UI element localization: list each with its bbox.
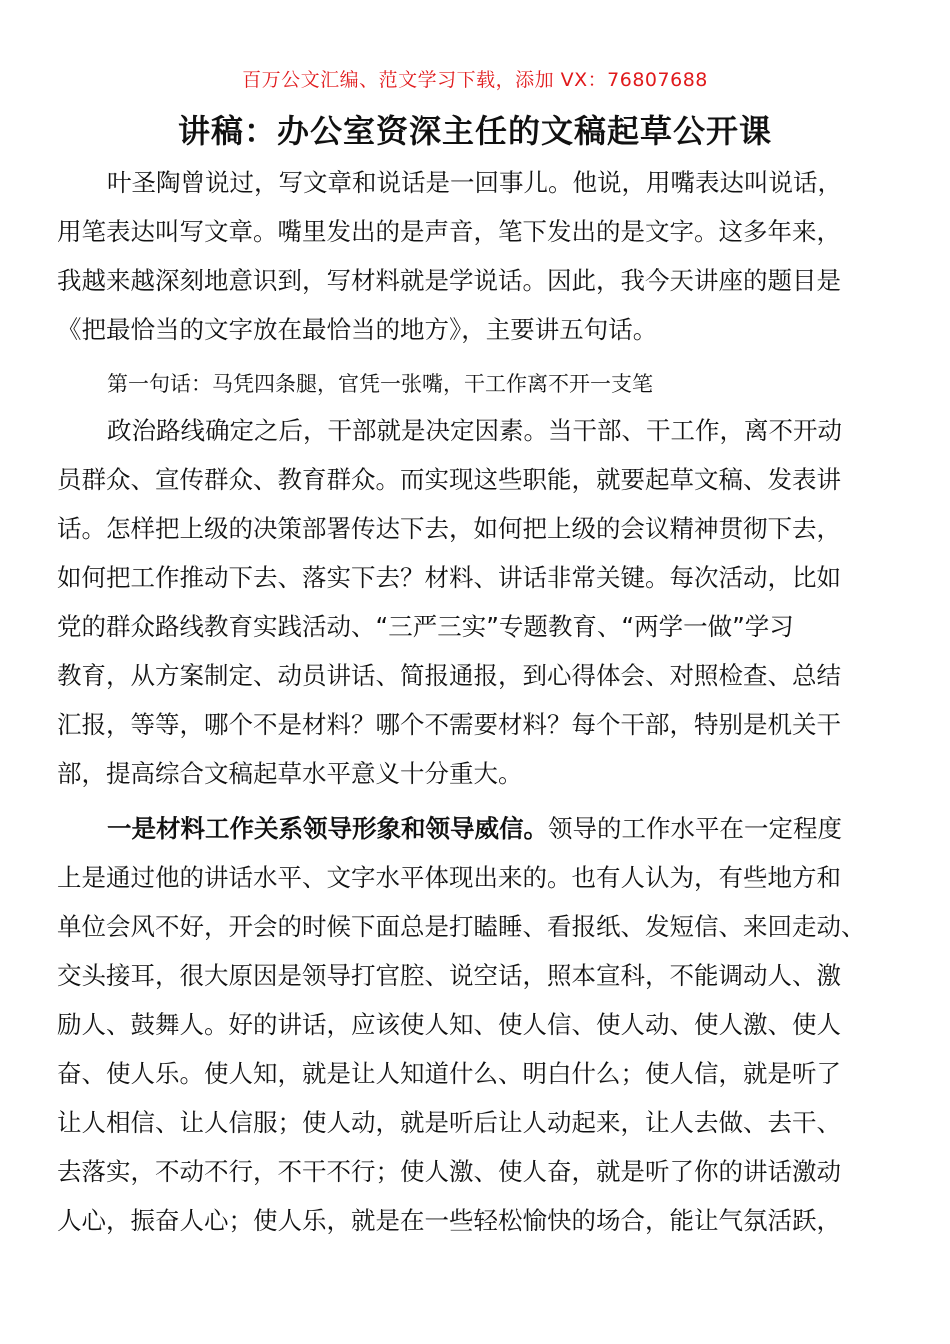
paragraph-line: 让人相信、让人信服；使人动，就是听后让人动起来，让人去做、去干、: [57, 1108, 841, 1137]
paragraph-line: 上是通过他的讲话水平、文字水平体现出来的。也有人认为，有些地方和: [57, 863, 841, 892]
paragraph-line: 人心，振奋人心；使人乐，就是在一些轻松愉快的场合，能让气氛活跃，: [57, 1206, 841, 1235]
paragraph-line: 单位会风不好，开会的时候下面总是打瞌睡、看报纸、发短信、来回走动、: [57, 912, 866, 941]
paragraph-line: 去落实，不动不行，不干不行；使人激、使人奋，就是听了你的讲话激动: [57, 1157, 841, 1186]
paragraph-line: 奋、使人乐。使人知，就是让人知道什么、明白什么；使人信，就是听了: [57, 1059, 841, 1088]
point-one-heading: 一是材料工作关系领导形象和领导威信。: [107, 814, 548, 843]
promo-banner: 百万公文汇编、范文学习下载，添加 VX：76807688: [242, 69, 708, 91]
point-one-text: 领导的工作水平在一定程度: [548, 814, 842, 843]
paragraph-line: 部，提高综合文稿起草水平意义十分重大。: [57, 759, 523, 788]
paragraph-line: 政治路线确定之后，干部就是决定因素。当干部、干工作，离不开动: [107, 416, 842, 445]
paragraph-line: 员群众、宣传群众、教育群众。而实现这些职能，就要起草文稿、发表讲: [57, 465, 841, 494]
paragraph-line: 交头接耳，很大原因是领导打官腔、说空话，照本宣科，不能调动人、激: [57, 961, 841, 990]
paragraph-line: 叶圣陶曾说过，写文章和说话是一回事儿。他说，用嘴表达叫说话，: [107, 168, 842, 197]
point-one-first-line: [107, 812, 897, 848]
paragraph-line: 教育，从方案制定、动员讲话、简报通报，到心得体会、对照检查、总结: [57, 661, 841, 690]
paragraph-line: 用笔表达叫写文章。嘴里发出的是声音，笔下发出的是文字。这多年来，: [57, 217, 841, 246]
paragraph-line: 我越来越深刻地意识到，写材料就是学说话。因此，我今天讲座的题目是: [57, 266, 841, 295]
paragraph-line: 《把最恰当的文字放在最恰当的地方》，主要讲五句话。: [57, 315, 658, 344]
paragraph-line: 党的群众路线教育实践活动、“三严三实”专题教育、“两学一做”学习: [57, 612, 794, 641]
paragraph-line: 如何把工作推动下去、落实下去？材料、讲话非常关键。每次活动，比如: [57, 563, 841, 592]
document-title: 讲稿：办公室资深主任的文稿起草公开课: [177, 112, 772, 150]
paragraph-line: 励人、鼓舞人。好的讲话，应该使人知、使人信、使人动、使人激、使人: [57, 1010, 841, 1039]
paragraph-line: 话。怎样把上级的决策部署传达下去，如何把上级的会议精神贯彻下去，: [57, 514, 841, 543]
section-heading: 第一句话：马凭四条腿，官凭一张嘴，干工作离不开一支笔: [107, 372, 653, 396]
paragraph-line: 汇报，等等，哪个不是材料？哪个不需要材料？每个干部，特别是机关干: [57, 710, 841, 739]
